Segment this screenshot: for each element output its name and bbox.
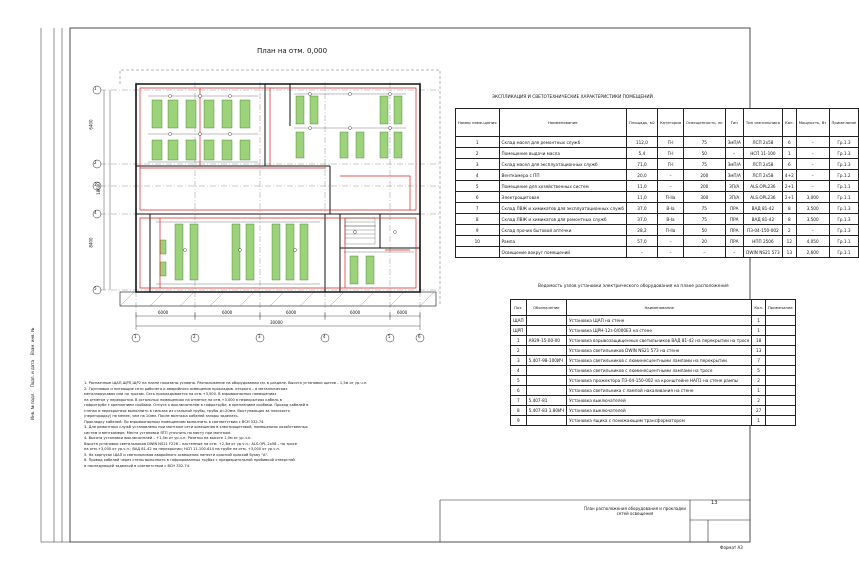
axis-label-4: 4 bbox=[94, 210, 97, 215]
table-cell: 4,050 bbox=[796, 236, 829, 247]
table-cell: Гр.1.3 bbox=[829, 225, 859, 236]
table-cell: Гр.1.1 bbox=[829, 181, 859, 192]
table-row bbox=[456, 137, 859, 148]
note-line: металлорукавах или по тросам. Сеть прокладывается на отм.+3,500. В взрывоопасных помещениях bbox=[84, 392, 277, 396]
table-cell bbox=[526, 326, 567, 336]
side-stamp bbox=[30, 300, 35, 420]
axis-label-3: 3 bbox=[94, 182, 97, 187]
table-cell: Гр.1.2 bbox=[829, 170, 859, 181]
table-cell: 5 bbox=[752, 366, 766, 376]
table-cell: 7 bbox=[511, 396, 527, 406]
table-cell: Склад ЛВЖ и химикатов для эксплуатационных служб bbox=[499, 203, 626, 214]
note-line: систем и венткамере. Места установки ЯТП уточнить по месту при монтаже. bbox=[84, 430, 232, 435]
table-cell: – bbox=[657, 170, 683, 181]
table-cell: Гр.1.3 bbox=[829, 159, 859, 170]
axis-label-2: 2 bbox=[94, 160, 97, 165]
general-notes bbox=[84, 381, 444, 469]
table-cell bbox=[765, 366, 795, 376]
table-cell: DWIN NS21 573 bbox=[743, 247, 782, 258]
col-header: Площадь, м2 bbox=[626, 109, 657, 137]
col-header: Кол. bbox=[752, 300, 766, 316]
table-cell: 112,0 bbox=[626, 137, 657, 148]
table-cell bbox=[765, 326, 795, 336]
dim-left-2: 8400 bbox=[88, 237, 94, 248]
plan-title: План на отм. 0,000 bbox=[257, 47, 328, 55]
table-cell: ЗП/А bbox=[725, 192, 743, 203]
note-line: Прокладку кабелей. По взрывоопасным помещениям выполнить в соответствии с ВСН 332-74. bbox=[84, 419, 265, 424]
table-cell: 75 bbox=[684, 214, 726, 225]
table-row bbox=[456, 247, 859, 258]
table-cell: 1 bbox=[782, 148, 796, 159]
table-cell: Электрощитовая bbox=[499, 192, 626, 203]
table-cell: – bbox=[796, 159, 829, 170]
rooms-table-header bbox=[456, 109, 859, 137]
table-cell: 37,0 bbox=[626, 203, 657, 214]
table-cell: Установка ЩАП на стене bbox=[567, 316, 752, 326]
table-cell: 7 bbox=[456, 203, 500, 214]
table-cell: Помещение выдачи масла bbox=[499, 148, 626, 159]
table-cell: Освещение вокруг помещений bbox=[499, 247, 626, 258]
note-line: на отм.+3,000 от ур.ч.п.; ВАД 81-42 на перекрытии; НСП 11-100-614 на трубе на отм. +3,000 от ур.ч.п. bbox=[84, 447, 281, 451]
note-line: (перегородку) не менее, чем на 10мм. После монтажа кабелей зазоры заделать. bbox=[84, 414, 239, 418]
table-cell: Установка выключателей bbox=[567, 396, 752, 406]
rooms-table bbox=[455, 108, 859, 258]
dim-2: 6000 bbox=[222, 310, 233, 315]
equip-table-header bbox=[511, 300, 796, 316]
table-cell: 4+2 bbox=[782, 170, 796, 181]
table-cell: Установка прожектора ПЗ-04-150-002 на кронштейне НАП1 на стене рампы bbox=[567, 376, 752, 386]
table-cell: 20,0 bbox=[626, 170, 657, 181]
table-cell: 5.407-83 1.80ИЧ bbox=[526, 406, 567, 416]
table-cell: П-IIа bbox=[657, 225, 683, 236]
axis-num-1: 1 bbox=[134, 334, 137, 339]
table-cell: НПП 2506 bbox=[743, 236, 782, 247]
table-cell: П-IIа bbox=[657, 192, 683, 203]
table-row bbox=[456, 181, 859, 192]
table-cell: – bbox=[657, 247, 683, 258]
table-cell: 3 bbox=[456, 159, 500, 170]
table-cell: ЗмП/А bbox=[725, 170, 743, 181]
table-cell: 1 bbox=[752, 416, 766, 426]
table-cell: 6 bbox=[782, 137, 796, 148]
axis-bubbles-bottom bbox=[132, 334, 424, 342]
table-cell: Установка ящика с понижающим трансформатором bbox=[567, 416, 752, 426]
table-cell: 5,4 bbox=[626, 148, 657, 159]
table-row bbox=[511, 366, 796, 376]
table-cell: 75 bbox=[684, 159, 726, 170]
table-cell: А929-15-00-00 bbox=[526, 336, 567, 346]
note-line: 6. Провод кабелей через стены выполнить в гофрированных трубах с предварительной пробивкой отверстий bbox=[84, 458, 295, 462]
col-header: Номер поме-щения bbox=[456, 109, 500, 137]
table-cell: 20 bbox=[684, 236, 726, 247]
table-cell bbox=[765, 336, 795, 346]
table-cell bbox=[765, 396, 795, 406]
table-cell: ВАД 81-42 bbox=[743, 203, 782, 214]
table-row bbox=[511, 416, 796, 426]
axis-label-5: 5 bbox=[94, 286, 97, 291]
note-line: 3. Для ремонтных служб установлены при монтаже сети освещения в электрощитовой, помещениях хозяйственных bbox=[84, 425, 308, 429]
col-header: Тип bbox=[725, 109, 743, 137]
axis-num-4: 4 bbox=[323, 334, 326, 339]
table-cell: Гр.1.3 bbox=[829, 203, 859, 214]
table-cell: Склад ЛВЖ и химикатов для ремонтных служб bbox=[499, 214, 626, 225]
table-cell: 8 bbox=[782, 214, 796, 225]
table-cell: ЛСП 2х58 bbox=[743, 137, 782, 148]
table-cell: ЩАП bbox=[511, 316, 527, 326]
table-cell: В-Iа bbox=[657, 214, 683, 225]
table-cell: – bbox=[657, 181, 683, 192]
table-cell: 12 bbox=[782, 236, 796, 247]
table-row bbox=[511, 386, 796, 396]
table-cell: 3,500 bbox=[796, 203, 829, 214]
stair bbox=[345, 218, 375, 244]
table-cell: ПЗ-04-150-002 bbox=[743, 225, 782, 236]
table-cell: – bbox=[796, 170, 829, 181]
table-cell: ПРА bbox=[725, 236, 743, 247]
side-stamp-inv: Инв. № подл. bbox=[30, 392, 35, 420]
table-cell: – bbox=[657, 236, 683, 247]
table-cell: 50 bbox=[684, 148, 726, 159]
table-cell: ЛСП 2х58 bbox=[743, 170, 782, 181]
table-cell: 13 bbox=[752, 346, 766, 356]
table-row bbox=[456, 148, 859, 159]
table-cell: ЩРП bbox=[511, 326, 527, 336]
table-cell bbox=[765, 356, 795, 366]
table-cell: 27 bbox=[752, 406, 766, 416]
stamp-sheet: 13 bbox=[711, 500, 718, 506]
note-line: стенах и перекрытиях выполнить в гильзах из стальной трубы, трубы д=20мм. Выступающих за плоскость bbox=[84, 408, 291, 413]
note-line: на отметке у перекрытия. В остальных помещениях на отметке на отм.+3.000 в перекрытиях кабель в bbox=[84, 397, 282, 402]
axis-num-3: 3 bbox=[258, 334, 261, 339]
table-row bbox=[456, 203, 859, 214]
table-cell: 200 bbox=[684, 181, 726, 192]
table-cell: П-I bbox=[657, 137, 683, 148]
table-cell: 4 bbox=[456, 170, 500, 181]
table-cell: Помещение для хозяйственных систем bbox=[499, 181, 626, 192]
table-row bbox=[456, 159, 859, 170]
note-line: 1. Распаечные ЩАП,ЩРП,ЩР2 на плане показаны условно. Расположение на оборудовании см. в разделе. Высота установки щитов – 1,5м от ур.ч.п. bbox=[84, 381, 368, 385]
table-cell: Установка светильников с люминесцентными лампами на тросе bbox=[567, 366, 752, 376]
table-cell: – bbox=[796, 137, 829, 148]
col-header: Мощность, Вт bbox=[796, 109, 829, 137]
table-cell: 6 bbox=[782, 159, 796, 170]
col-header: Примечание bbox=[765, 300, 795, 316]
table-cell: Рампа bbox=[499, 236, 626, 247]
dim-3: 6000 bbox=[286, 310, 297, 315]
note-line: и последующей заделкой в соответствии с ВСН 332-74. bbox=[84, 463, 191, 468]
table-row bbox=[511, 346, 796, 356]
axis-num-2: 2 bbox=[193, 334, 196, 339]
table-cell: – bbox=[796, 148, 829, 159]
table-cell: НСП 11-100 bbox=[743, 148, 782, 159]
rooms-table-title: ЭКСПЛИКАЦИЯ И СВЕТОТЕХНИЧЕСКИЕ ХАРАКТЕРИСТИКИ ПОМЕЩЕНИЙ bbox=[492, 95, 653, 100]
equip-table-title: Ведомость узлов установки электрического оборудования на плане расположения bbox=[538, 284, 729, 289]
dim-total: 30000 bbox=[270, 320, 283, 325]
table-cell: ALS.OPL236 bbox=[743, 181, 782, 192]
table-cell: Склад прочих бытовой аптечки bbox=[499, 225, 626, 236]
table-cell bbox=[765, 316, 795, 326]
table-cell: – bbox=[725, 247, 743, 258]
table-cell: ВАД 81-42 bbox=[743, 214, 782, 225]
table-cell: 6 bbox=[511, 386, 527, 396]
table-cell bbox=[526, 386, 567, 396]
table-cell: 75 bbox=[684, 203, 726, 214]
table-cell: 2+1 bbox=[782, 192, 796, 203]
table-cell: 1 bbox=[752, 316, 766, 326]
table-cell: 2 bbox=[752, 396, 766, 406]
table-cell: – bbox=[796, 181, 829, 192]
table-cell: 1 bbox=[511, 336, 527, 346]
col-header: Тип светильника bbox=[743, 109, 782, 137]
storage-racks bbox=[152, 96, 402, 284]
table-row bbox=[456, 236, 859, 247]
table-cell: 5 bbox=[456, 181, 500, 192]
table-cell: 75 bbox=[684, 137, 726, 148]
stamp-caption: План расположения оборудования и прокладки сетей освещения bbox=[584, 506, 686, 516]
table-cell: Гр.1.1 bbox=[829, 236, 859, 247]
table-cell: 6 bbox=[456, 192, 500, 203]
note-line: 2. Групповые и питающие сети рабочего и аварийного освещения прокладыв. открыто – в металлических bbox=[84, 386, 288, 391]
table-cell: – bbox=[684, 247, 726, 258]
axis-num-6: 6 bbox=[418, 334, 421, 339]
col-header: Категория bbox=[657, 109, 683, 137]
table-cell: Склад масел для эксплуатационных служб bbox=[499, 159, 626, 170]
table-cell: 2 bbox=[752, 376, 766, 386]
table-cell: 2,600 bbox=[796, 247, 829, 258]
table-cell: 8 bbox=[511, 406, 527, 416]
table-cell: 2 bbox=[782, 225, 796, 236]
table-row bbox=[511, 396, 796, 406]
light-fixtures bbox=[169, 93, 397, 252]
table-cell: 13 bbox=[782, 247, 796, 258]
table-row bbox=[456, 170, 859, 181]
note-line: 5. На корпусах ЩАП и светильников аварийного освещения нанести красной краской букву "А". bbox=[84, 452, 269, 457]
table-cell bbox=[526, 346, 567, 356]
side-stamp-repl: Взам. инв. № bbox=[30, 327, 35, 355]
table-cell: ЛСП 2х58 bbox=[743, 159, 782, 170]
dim-5: 6000 bbox=[397, 310, 408, 315]
stamp-format: Формат А3 bbox=[720, 545, 743, 550]
table-cell: 10 bbox=[456, 236, 500, 247]
dim-left-total: 18600 bbox=[95, 182, 101, 195]
table-cell bbox=[765, 346, 795, 356]
table-row bbox=[511, 376, 796, 386]
table-cell: 3 bbox=[511, 356, 527, 366]
col-header: Поз. bbox=[511, 300, 527, 316]
axis-num-5: 5 bbox=[388, 334, 391, 339]
table-cell: – bbox=[725, 148, 743, 159]
table-cell: В-Iа bbox=[657, 203, 683, 214]
table-cell: 11,0 bbox=[626, 181, 657, 192]
table-cell: – bbox=[796, 225, 829, 236]
table-cell: Гр.1.3 bbox=[829, 148, 859, 159]
dim-1: 6000 bbox=[158, 310, 169, 315]
table-row bbox=[456, 192, 859, 203]
table-cell: 5.407-98-100ИЧ bbox=[526, 356, 567, 366]
table-cell: 5.407-81 bbox=[526, 396, 567, 406]
table-cell: Гр.1.3 bbox=[829, 214, 859, 225]
table-cell: П-I bbox=[657, 148, 683, 159]
table-row bbox=[511, 356, 796, 366]
note-line: Высота установки светильников DWIN NS21 F226 – настенные на отм. +2,3м от ур.ч.п.; ALS.OPL 2x58 – на тросе bbox=[84, 441, 297, 446]
table-cell: ПРА bbox=[725, 225, 743, 236]
table-cell: ALS.OPL236 bbox=[743, 192, 782, 203]
col-header: Наименование bbox=[499, 109, 626, 137]
table-cell: ЗмП/А bbox=[725, 137, 743, 148]
table-cell bbox=[765, 406, 795, 416]
table-cell: – bbox=[626, 247, 657, 258]
table-cell: 2 bbox=[511, 346, 527, 356]
table-cell: 28,2 bbox=[626, 225, 657, 236]
table-cell: ПРА bbox=[725, 203, 743, 214]
table-cell bbox=[526, 376, 567, 386]
table-cell: Склад масел для ремонтных служб bbox=[499, 137, 626, 148]
table-cell: 8 bbox=[456, 214, 500, 225]
equip-table bbox=[510, 299, 796, 426]
table-cell: Установка выключателей bbox=[567, 406, 752, 416]
table-row bbox=[511, 406, 796, 416]
col-header: Примечание bbox=[829, 109, 859, 137]
table-cell: Венткамера с ПП bbox=[499, 170, 626, 181]
dim-left-1: 6400 bbox=[88, 119, 94, 130]
table-cell: ЗП/А bbox=[725, 181, 743, 192]
table-cell: 300 bbox=[684, 192, 726, 203]
table-cell bbox=[765, 376, 795, 386]
table-cell bbox=[526, 416, 567, 426]
table-cell: 9 bbox=[511, 416, 527, 426]
table-cell: 9 bbox=[456, 225, 500, 236]
table-cell: 37,0 bbox=[626, 214, 657, 225]
table-cell: 200 bbox=[684, 170, 726, 181]
table-cell: П-I bbox=[657, 159, 683, 170]
axis-label-1: 1 bbox=[94, 86, 97, 91]
table-cell bbox=[526, 366, 567, 376]
table-cell: 71,0 bbox=[626, 159, 657, 170]
col-header: Освещенность, лк bbox=[684, 109, 726, 137]
table-row bbox=[511, 336, 796, 346]
table-cell: Гр.1.1 bbox=[829, 247, 859, 258]
table-cell bbox=[456, 247, 500, 258]
table-row bbox=[456, 225, 859, 236]
table-cell: Установка ЩРН-12з-0/000ЕЗ на стене bbox=[567, 326, 752, 336]
table-cell: 8 bbox=[782, 203, 796, 214]
table-cell: Гр.1.3 bbox=[829, 137, 859, 148]
table-cell bbox=[526, 316, 567, 326]
table-cell: 1 bbox=[752, 326, 766, 336]
table-cell: 11,0 bbox=[626, 192, 657, 203]
table-cell: 4 bbox=[511, 366, 527, 376]
table-cell: 18 bbox=[752, 336, 766, 346]
ramp bbox=[120, 292, 436, 306]
table-cell: 2 bbox=[456, 148, 500, 159]
col-header: Кол. bbox=[782, 109, 796, 137]
table-cell: 1 bbox=[752, 386, 766, 396]
dim-4: 6000 bbox=[350, 310, 361, 315]
table-cell: 50 bbox=[684, 225, 726, 236]
table-row bbox=[456, 214, 859, 225]
table-cell: 3,000 bbox=[796, 192, 829, 203]
table-cell: Установка светильников с люминесцентными лампами на перекрытии bbox=[567, 356, 752, 366]
table-cell: Установка взрывозащищенных светильников ВАД 81-42 на перекрытии на тросе bbox=[567, 336, 752, 346]
side-stamp-sign: Подп. и дата bbox=[30, 360, 35, 388]
table-cell: ЗмП/А bbox=[725, 159, 743, 170]
col-header: Обозначение bbox=[526, 300, 567, 316]
table-cell: 3,500 bbox=[796, 214, 829, 225]
table-cell bbox=[765, 416, 795, 426]
col-header: Наименование bbox=[567, 300, 752, 316]
table-cell: Установка светильников DWIN NS21 573 на стене bbox=[567, 346, 752, 356]
note-line: гофротрубе с креплением скобами. Отпуск к выключателям в гофротрубе, в креплением скобами. Проход кабелей в bbox=[84, 403, 309, 407]
table-cell: 57,0 bbox=[626, 236, 657, 247]
table-cell: 5 bbox=[511, 376, 527, 386]
table-cell: 1 bbox=[456, 137, 500, 148]
table-cell: ПРА bbox=[725, 214, 743, 225]
table-cell: Установка светильника с лампой накаливания на стене bbox=[567, 386, 752, 396]
table-cell: 2+1 bbox=[782, 181, 796, 192]
table-row bbox=[511, 326, 796, 336]
table-row bbox=[511, 316, 796, 326]
table-cell: Гр.1.1 bbox=[829, 192, 859, 203]
note-line: 4. Высота установки выключателей – +1,5м от ур.ч.п. Розетки на высоте 1,0м от ур.ч.п. bbox=[84, 436, 252, 440]
table-cell bbox=[765, 386, 795, 396]
table-cell: 7 bbox=[752, 356, 766, 366]
